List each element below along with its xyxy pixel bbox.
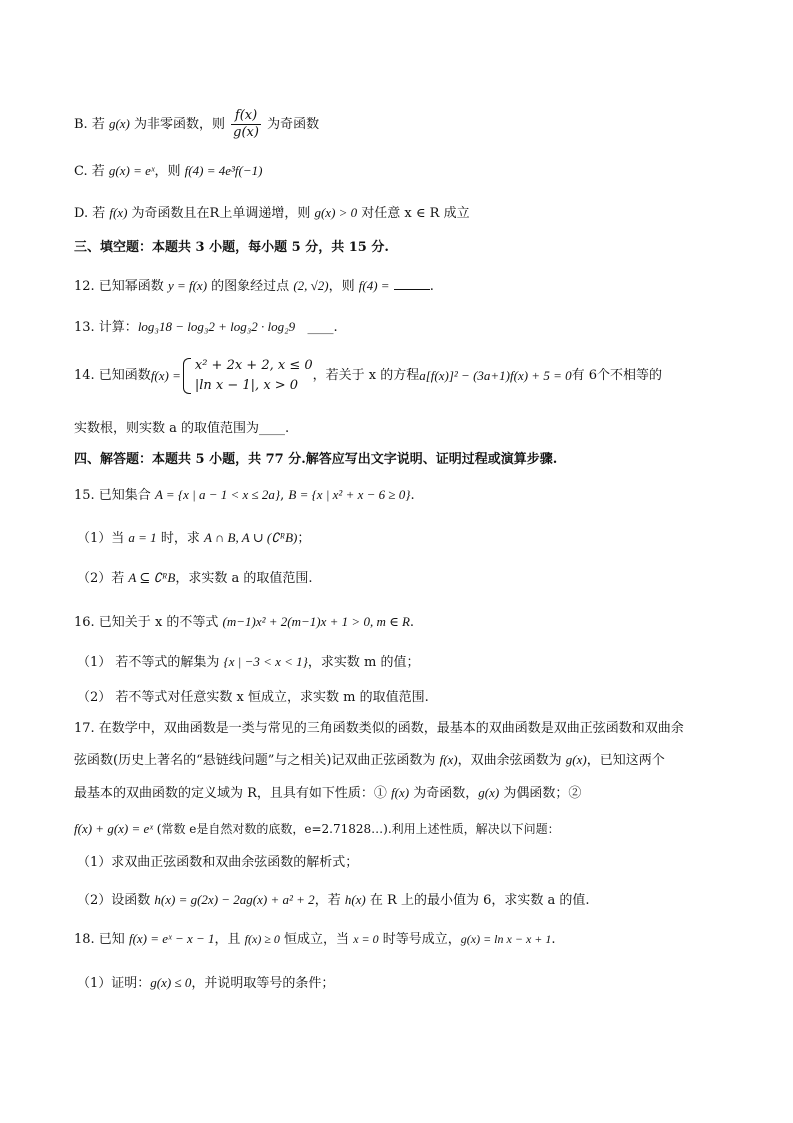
question-15-part-1: （1）当 a = 1 时，求 A ∩ B, A ∪ (∁ᴿB)； [77,530,311,546]
question-17-part-1: （1）求双曲正弦函数和双曲余弦函数的解析式； [77,855,359,870]
question-17-part-2: （2）设函数 h(x) = g(2x) − 2ag(x) + a² + 2，若 h(x) 在 R 上的最小值为 6，求实数 a 的值. [77,892,590,908]
section-3-heading: 三、填空题：本题共 3 小题，每小题 5 分，共 15 分. [74,240,389,255]
fraction: $\frac{f(x)}{g(x)}$ [233,108,259,140]
question-18: 18. 已知 f(x) = eˣ − x − 1，且 f(x) ≥ 0 恒成立，当 x = 0 时等号成立，g(x) = ln x − x + 1. [74,931,556,947]
question-15-part-2: （2）若 A ⊆ ∁ᴿB，求实数 a 的取值范围. [77,570,313,586]
question-16-part-2: （2） 若不等式对任意实数 x 恒成立，求实数 m 的取值范围. [77,690,429,705]
question-17-line-3: 最基本的双曲函数的定义域为 R，且具有如下性质：① f(x) 为奇函数，g(x) 为偶函数；② [74,785,582,801]
question-18-part-1: （1）证明：g(x) ≤ 0，并说明取等号的条件； [77,975,335,991]
question-14-continued: 实数根，则实数 a 的取值范围为____. [74,421,290,436]
question-17-line-2: 弦函数(历史上著名的“悬链线问题”与之相关)记双曲正弦函数为 f(x)，双曲余弦函数为 g(x)，已知这两个 [74,752,665,768]
option-d: D. 若 f(x) 为奇函数且在R上单调递增，则 g(x) > 0 对任意 x ∈ R 成立 [74,205,470,221]
question-14: 14. 已知函数 f(x) = x² + 2x + 2, x ≤ 0 |ln x − 1|, x > 0 ，若关于 x 的方程 a[f(x)]² − (3a+1)f(x) + 5 = 0 有 6个不相等的 [74,352,753,400]
answer-blank [394,275,430,290]
question-17-line-1: 17. 在数学中，双曲函数是一类与常见的三角函数类似的函数，最基本的双曲函数是双曲正弦函数和双曲余 [74,721,684,736]
question-15: 15. 已知集合 A = {x | a − 1 < x ≤ 2a}, B = {x | x² + x − 6 ≥ 0}. [74,487,415,503]
question-17-line-4: f(x) + g(x) = eˣ (常数 e是自然对数的底数，e=2.71828…).利用上述性质，解决以下问题： [74,821,560,836]
question-16-part-1: （1） 若不等式的解集为 {x | −3 < x < 1}，求实数 m 的值； [77,654,420,670]
question-13: 13. 计算：log₃18 − log₃2 + log₃2 · log₂9 ____. [74,319,338,335]
question-16: 16. 已知关于 x 的不等式 (m−1)x² + 2(m−1)x + 1 > 0, m ∈ R. [74,614,415,630]
question-12: 12. 已知幂函数 y = f(x) 的图象经过点 (2, √2)，则 f(4) = . [74,275,753,298]
option-b: B. 若 g(x) 为非零函数，则 $\frac{f(x)}{g(x)}$ 为奇函数 [74,108,320,140]
option-c: C. 若 g(x) = eˣ，则 f(4) = 4e³f(−1) [74,163,263,179]
piecewise-function: x² + 2x + 2, x ≤ 0 |ln x − 1|, x > 0 [181,356,313,396]
section-4-heading: 四、解答题：本题共 5 小题，共 77 分.解答应写出文字说明、证明过程或演算步骤. [74,452,558,467]
